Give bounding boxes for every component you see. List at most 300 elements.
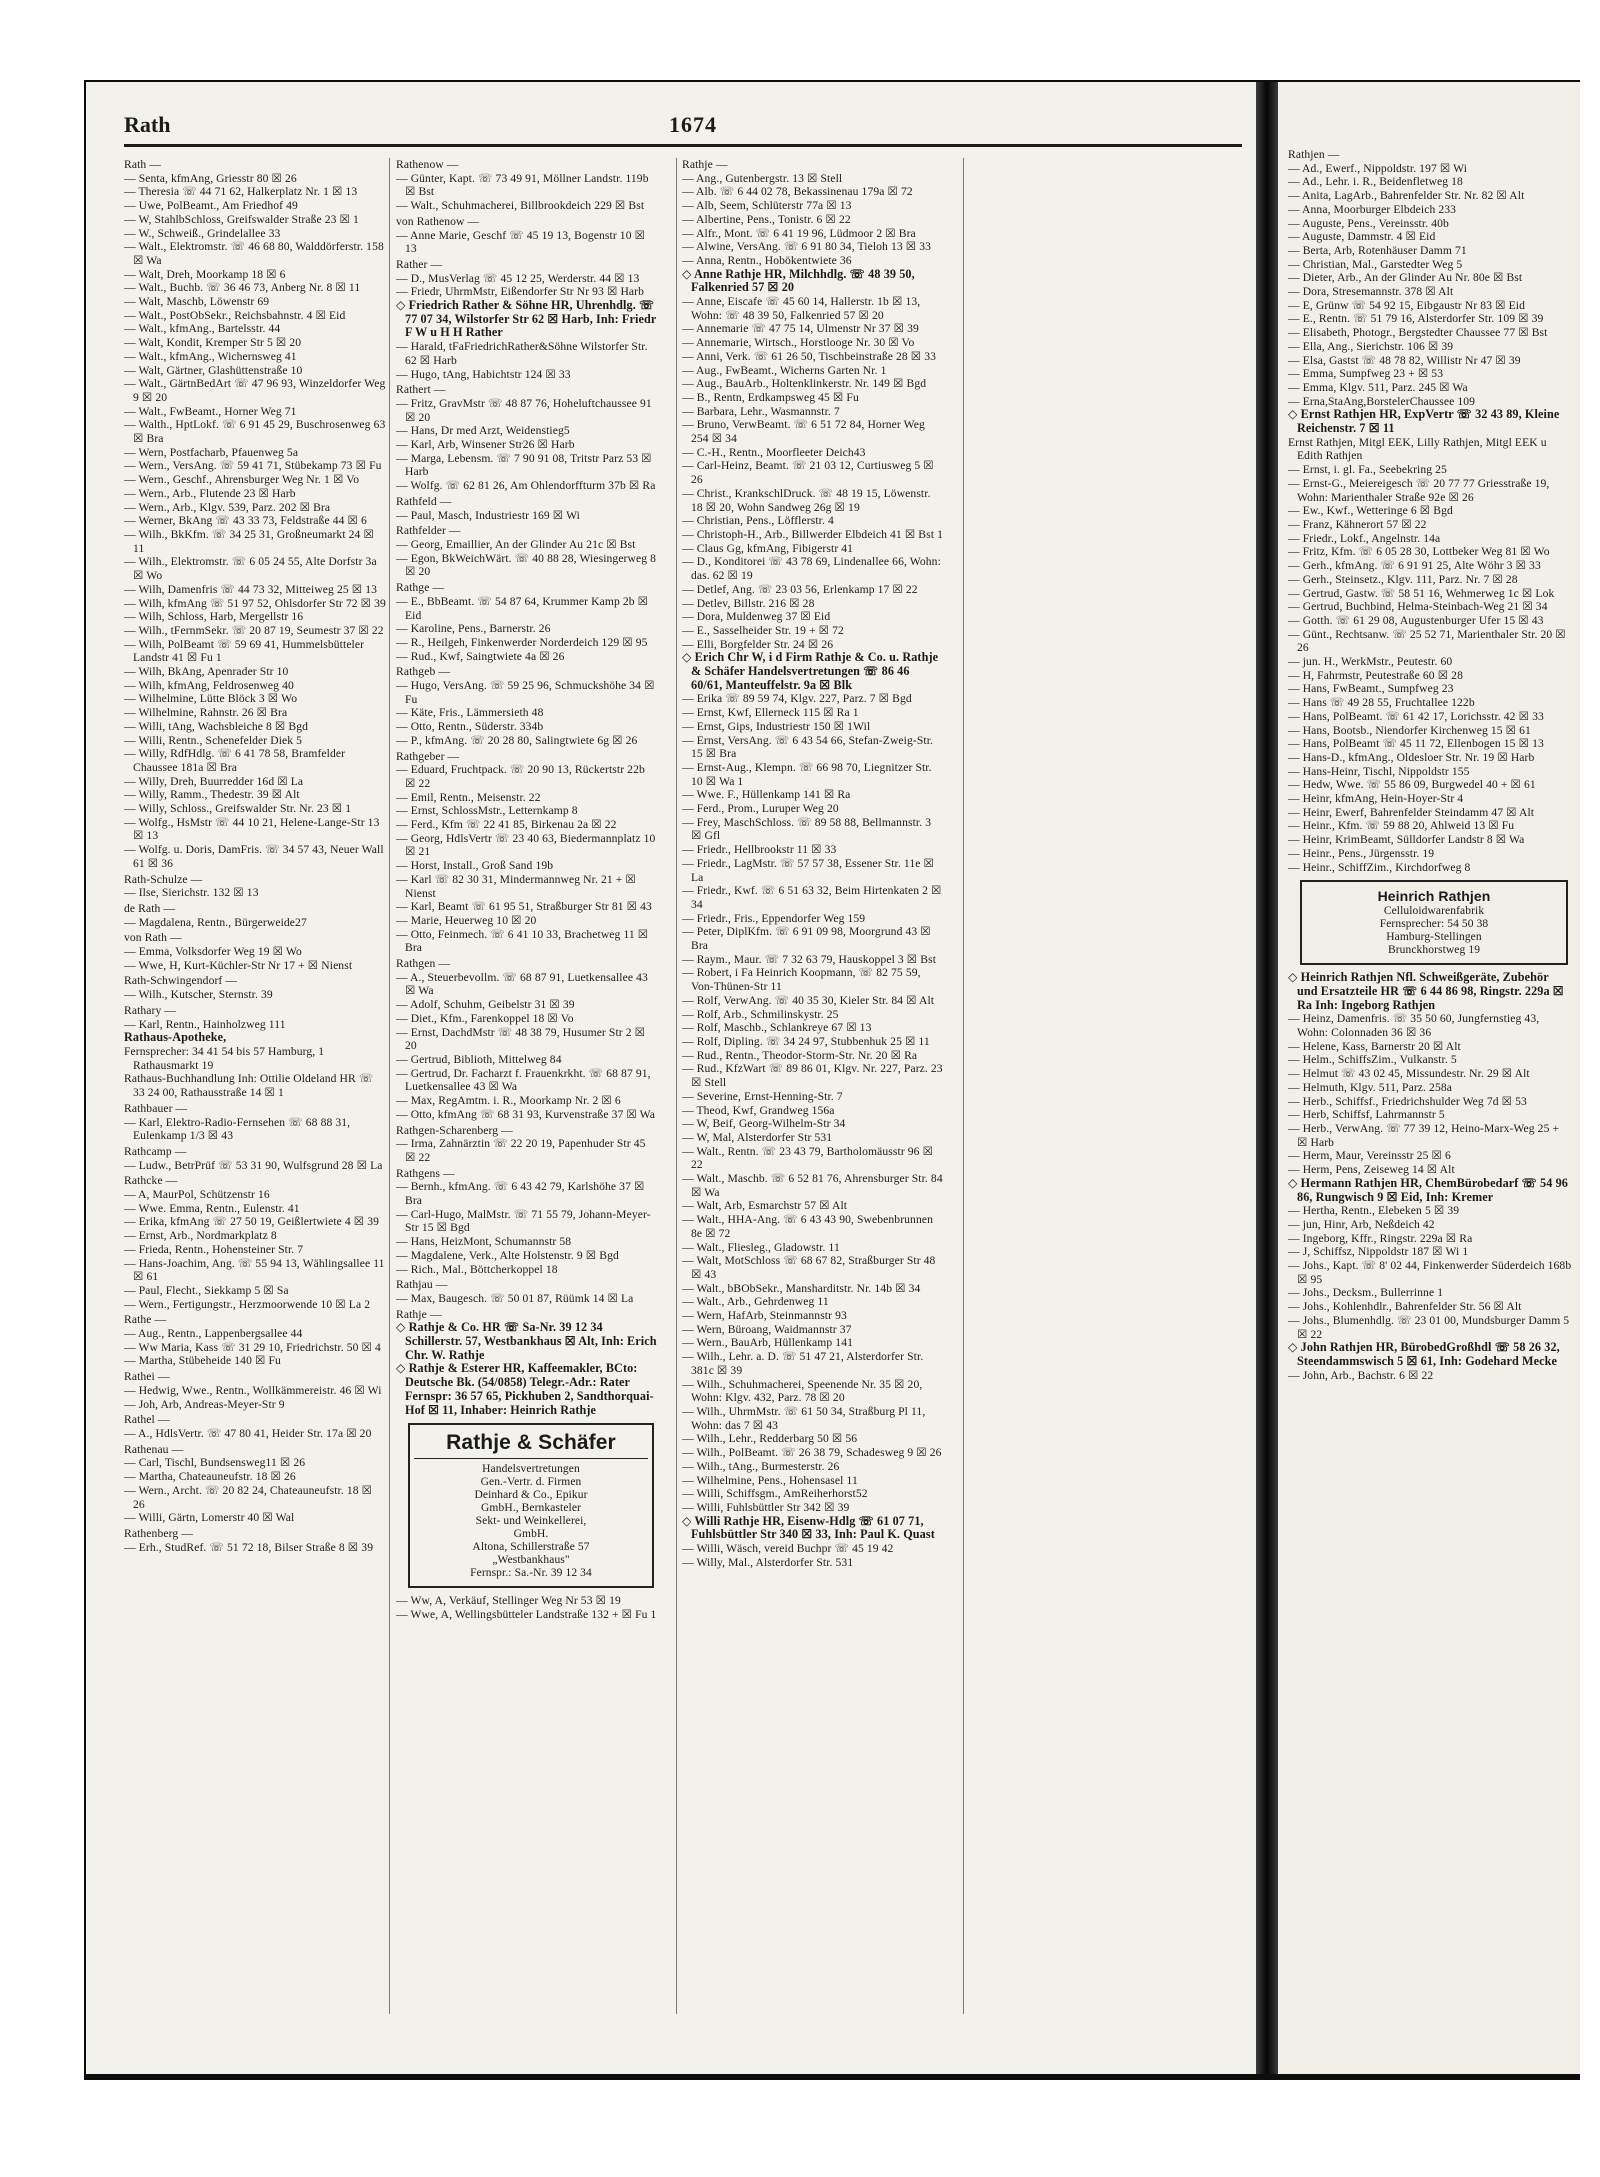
directory-entry: — Karl, Rentn., Hainholzweg 111 [124, 1017, 286, 1031]
directory-entry: — Diet., Kfm., Farenkoppel 18 ☒ Vo [396, 1011, 574, 1025]
directory-entry: Rathjen — [1288, 148, 1340, 161]
directory-entry: — Detlef, Ang. ☏ 23 03 56, Erlenkamp 17 ☒ 22 [682, 582, 918, 596]
directory-entry: — Georg, HdlsVertr ☏ 23 40 63, Biedermannplatz 10 ☒ 21 [396, 831, 656, 859]
directory-entry: — W., Schweiß., Grindelallee 33 [124, 226, 281, 240]
directory-entry: — Willy, Mal., Alsterdorfer Str. 531 [682, 1555, 854, 1569]
directory-entry: — Hedw, Wwe. ☏ 55 86 09, Burgwedel 40 + ☒ 61 [1288, 778, 1536, 792]
directory-entry: — Magdalene, Verk., Alte Holstenstr. 9 ☒ Bgd [396, 1248, 619, 1262]
directory-entry: — Annemarie ☏ 47 75 14, Ulmenstr Nr 37 ☒ 39 [682, 322, 919, 336]
directory-entry: — Johs., Decksm., Bullerrinne 1 [1288, 1286, 1444, 1300]
directory-entry: — Werner, BkAng ☏ 43 33 73, Feldstraße 44 ☒ 6 [124, 514, 367, 528]
directory-entry: — J, Schiffsz, Nippoldstr 187 ☒ Wi 1 [1288, 1245, 1469, 1259]
directory-entry: — Rud., Kwf, Saingtwiete 4a ☒ 26 [396, 649, 565, 663]
running-head [124, 112, 1236, 146]
directory-entry: — Walt., Maschb. ☏ 6 52 81 76, Ahrensburger Str. 84 ☒ Wa [682, 1172, 943, 1199]
directory-entry: — Walt., Rentn. ☏ 23 43 79, Bartholomäusstr 96 ☒ 22 [682, 1144, 934, 1172]
directory-entry: — W, StahlbSchloss, Greifswalder Straße 23 ☒ 1 [124, 212, 359, 226]
ad-lines [1306, 905, 1562, 957]
directory-entry: — Helene, Kass, Barnerstr 20 ☒ Alt [1288, 1039, 1461, 1053]
directory-entry: Rath-Schulze — [124, 872, 203, 886]
directory-entry: Rathgen-Scharenberg — [396, 1123, 513, 1137]
directory-entry: — Irma, Zahnärztin ☏ 22 20 19, Papenhuder Str 45 ☒ 22 [396, 1137, 646, 1164]
directory-entry: — Hans, FwBeamt., Sumpfweg 23 [1288, 682, 1454, 696]
directory-entry: Rathenberg — [124, 1526, 193, 1540]
directory-entry: — Walt, Gärtner, Glashüttenstraße 10 [124, 363, 303, 377]
directory-entry: — H, Fahrmstr, Peutestraße 60 ☒ 28 [1288, 668, 1463, 682]
directory-entry: de Rath — [124, 901, 176, 915]
ad-line: Brunckhorstweg 19 [1387, 944, 1481, 957]
directory-entry: — Willi, tAng, Wachsbleiche 8 ☒ Bgd [124, 719, 309, 733]
directory-entry: — Fritz, Kfm. ☏ 6 05 28 30, Lottbeker Weg 81 ☒ Wo [1288, 545, 1550, 559]
directory-entry: Rathbauer — [124, 1101, 188, 1115]
directory-entry: — Ew., Kwf., Wetteringe 6 ☒ Bgd [1288, 504, 1453, 518]
directory-entry: Rath — [124, 158, 161, 171]
directory-entry: — Wilh, Damenfris ☏ 44 73 32, Mitteiweg 25 ☒ 13 [124, 582, 378, 596]
ad-line: Handelsvertretungen [482, 1463, 580, 1476]
directory-entry: ◇ Erich Chr W, i d Firm Rathje & Co. u. Rathje & Schäfer Handelsvertretungen ☏ 86 46 60/61, Manteuffelstr. 9a ☒ Blk [682, 650, 939, 692]
directory-entry: — Herm, Maur, Vereinsstr 25 ☒ 6 [1288, 1149, 1451, 1163]
directory-entry: — A, MaurPol, Schützenstr 16 [124, 1188, 270, 1202]
directory-entry: Rathcamp — [124, 1144, 187, 1158]
directory-entry: Rathert — [396, 383, 446, 397]
directory-entry: — Senta, kfmAng, Griesstr 80 ☒ 26 [124, 171, 297, 185]
directory-entry: — Walt., Arb., Gehrdenweg 11 [682, 1295, 829, 1309]
directory-entry: — C.-H., Rentn., Moorfleeter Deich43 [682, 445, 866, 459]
directory-entry: — Wilhelmine, Rahnstr. 26 ☒ Bra [124, 706, 288, 720]
directory-entry: — Ferd., Prom., Luruper Weg 20 [682, 802, 839, 816]
directory-entry: — Helmuth, Klgv. 511, Parz. 258a [1288, 1080, 1452, 1094]
directory-entry: Rathary — [124, 1003, 177, 1017]
directory-entry: — Walt., GärtnBedArt ☏ 47 96 93, Winzeldorfer Weg 9 ☒ 20 [124, 377, 386, 404]
directory-entry: — Hugo, VersAng. ☏ 59 25 96, Schmuckshöhe 34 ☒ Fu [396, 679, 655, 706]
directory-entry: — Hedwig, Wwe., Rentn., Wollkämmereistr. 46 ☒ Wi [124, 1383, 382, 1397]
directory-entry: — Berta, Arb, Rotenhäuser Damm 71 [1288, 243, 1467, 257]
column-2-entries [396, 158, 658, 1417]
directory-entry: — Willy, Dreh, Buurredder 16d ☒ La [124, 774, 304, 788]
directory-entry: — Heinr., Kfm. ☏ 59 88 20, Ahlweid 13 ☒ Fu [1288, 819, 1515, 833]
directory-entry: — R., Heilgeh, Finkenwerder Norderdeich 129 ☒ 95 [396, 635, 648, 649]
directory-entry: — Karl, Beamt ☏ 61 95 51, Straßburger Str 81 ☒ 43 [396, 900, 652, 914]
directory-page [86, 82, 1256, 2074]
directory-entry: — Elisabeth, Photogr., Bergstedter Chaussee 77 ☒ Bst [1288, 326, 1548, 340]
directory-entry: — Willi, Schiffsgm., AmReiherhorst52 [682, 1487, 868, 1501]
directory-entry: — Robert, i Fa Heinrich Koopmann, ☏ 82 75 59, Von-Thünen-Str 11 [682, 966, 921, 994]
directory-entry: — Otto, Rentn., Süderstr. 334b [396, 720, 544, 734]
directory-entry: Rathaus-Buchhandlung Inh: Ottilie Oldeland HR ☏ 33 24 00, Rathausstraße 14 ☒ 1 [124, 1072, 374, 1100]
column-2-tail [396, 1594, 658, 1621]
directory-entry: — Gertrud, Buchbind, Helma-Steinbach-Weg 21 ☒ 34 [1288, 600, 1548, 614]
directory-entry: — Hans, PolBeamt ☏ 45 11 72, Ellenbogen 15 ☒ 13 [1288, 737, 1544, 751]
directory-entry: — Emma, Volksdorfer Weg 19 ☒ Wo [124, 945, 302, 959]
directory-entry: — Ludw., BetrPrüf ☏ 53 31 90, Wulfsgrund 28 ☒ La [124, 1158, 383, 1172]
directory-entry: — Willi, Fuhlsbüttler Str 342 ☒ 39 [682, 1500, 850, 1514]
directory-entry: — Otto, Feinmech. ☏ 6 41 10 33, Brachetweg 11 ☒ Bra [396, 927, 649, 955]
directory-entry: — Wilh., PolBeamt. ☏ 26 38 79, Schadesweg 9 ☒ 26 [682, 1446, 942, 1460]
directory-entry: — Walt, Dreh, Moorkamp 18 ☒ 6 [124, 267, 286, 281]
directory-entry: — Heinr., Pens., Jürgensstr. 19 [1288, 846, 1435, 860]
directory-entry: — Herm, Pens, Zeiseweg 14 ☒ Alt [1288, 1163, 1455, 1177]
directory-entry: — Christ., KrankschlDruck. ☏ 48 19 15, Löwenstr. 18 ☒ 20, Wohn Sandweg 26g ☒ 19 [682, 486, 931, 514]
directory-entry: — Christoph-H., Arb., Billwerder Elbdeich 41 ☒ Bst 1 [682, 527, 943, 541]
directory-entry: — Willi, Gärtn, Lomerstr 40 ☒ Wal [124, 1511, 295, 1525]
directory-entry: — Walt, MotSchloss ☏ 68 67 82, Straßburger Str 48 ☒ 43 [682, 1254, 936, 1281]
directory-entry: — E, Grünw ☏ 54 92 15, Eibgaustr Nr 83 ☒ Eid [1288, 298, 1525, 312]
directory-entry: — Erika, kfmAng ☏ 27 50 19, Geißlertwiete 4 ☒ 39 [124, 1215, 380, 1229]
directory-entry: — Walt., kfmAng., Bartelsstr. 44 [124, 322, 281, 336]
directory-entry: — Wern, Büroang, Waidmannstr 37 [682, 1322, 852, 1336]
directory-entry: Rathe — [124, 1313, 167, 1327]
directory-entry: — Wern., Geschf., Ahrensburger Weg Nr. 1 ☒ Vo [124, 473, 360, 487]
directory-entry: — Anne, Eiscafe ☏ 45 60 14, Hallerstr. 1b ☒ 13, Wohn: ☏ 48 39 50, Falkenried 57 ☒ 20 [682, 295, 921, 322]
directory-entry: — Gotth. ☏ 61 29 08, Augustenburger Ufer 15 ☒ 43 [1288, 613, 1544, 627]
directory-entry: — Wern., VersAng. ☏ 59 41 71, Stübekamp 73 ☒ Fu [124, 459, 382, 473]
directory-entry: — Walt., bBObSekr., Mansharditstr. Nr. 14b ☒ 34 [682, 1281, 921, 1295]
directory-entry: — Willy, Ramm., Thedestr. 39 ☒ Alt [124, 788, 300, 802]
directory-entry: — Willi, Wäsch, vereid Buchpr ☏ 45 19 42 [682, 1542, 894, 1556]
directory-entry: — Walt., Buchb. ☏ 36 46 73, Anberg Nr. 8 ☒ 11 [124, 281, 361, 295]
directory-entry: — Barbara, Lehr., Wasmannstr. 7 [682, 404, 840, 418]
directory-entry: — Wern., Fertigungstr., Herzmoorwende 10 ☒ La 2 [124, 1297, 371, 1311]
directory-entry: — Ang., Gutenbergstr. 13 ☒ Stell [682, 171, 843, 185]
directory-entry: — Magdalena, Rentn., Bürgerweide27 [124, 915, 307, 929]
directory-entry: — Wilh., Kutscher, Sternstr. 39 [124, 988, 273, 1002]
directory-entry: — Walt., FwBeamt., Horner Weg 71 [124, 404, 297, 418]
directory-entry: — Heinr, kfmAng, Hein-Hoyer-Str 4 [1288, 792, 1464, 806]
directory-entry: ◇ Willi Rathje HR, Eisenw-Hdlg ☏ 61 07 71, Fuhlsbüttler Str 340 ☒ 33, Inh: Paul K. Quast [682, 1513, 935, 1542]
directory-entry: Fernsprecher: 34 41 54 bis 57 Hamburg, 1 Rathausmarkt 19 [124, 1045, 325, 1072]
directory-entry: — Ilse, Sierichstr. 132 ☒ 13 [124, 886, 259, 900]
directory-entry: — Wern., Archt. ☏ 20 82 24, Chateauneufstr. 18 ☒ 26 [124, 1483, 373, 1511]
directory-entry: — Erika ☏ 89 59 74, Klgv. 227, Parz. 7 ☒ Bgd [682, 692, 912, 706]
directory-entry: — Anni, Verk. ☏ 61 26 50, Tischbeinstraße 28 ☒ 33 [682, 349, 937, 363]
column-1 [124, 156, 386, 2044]
directory-entry: — A., Steuerbevollm. ☏ 68 87 91, Luetkensallee 43 ☒ Wa [396, 970, 648, 998]
directory-entry: — Eduard, Fruchtpack. ☏ 20 90 13, Rückertstr 22b ☒ 22 [396, 763, 645, 790]
directory-entry: — Otto, kfmAng ☏ 68 31 93, Kurvenstraße 37 ☒ Wa [396, 1107, 655, 1121]
directory-entry: — Wolfg. ☏ 62 81 26, Am Ohlendorffturm 37b ☒ Ra [396, 479, 656, 493]
directory-entry: — Karl, Arb, Winsener Str26 ☒ Harb [396, 438, 575, 452]
directory-entry: — Wilh, PolBeamt ☏ 59 69 41, Hummelsbütteler Landstr 41 ☒ Fu 1 [124, 637, 365, 665]
running-head-name: Rath [124, 112, 171, 137]
directory-entry: — W, Mal, Alsterdorfer Str 531 [682, 1130, 833, 1144]
ad-line: Gen.-Vertr. d. Firmen [480, 1476, 582, 1489]
directory-entry: — Martha, Stübeheide 140 ☒ Fu [124, 1354, 281, 1368]
directory-entry: Rathfeld — [396, 494, 452, 508]
directory-entry: — Carl-Heinz, Beamt. ☏ 21 03 12, Curtiusweg 5 ☒ 26 [682, 459, 934, 487]
directory-entry: — Alwine, VersAng. ☏ 6 91 80 34, Tieloh 13 ☒ 33 [682, 240, 932, 254]
directory-entry: — Wern., Arb., Klgv. 539, Parz. 202 ☒ Bra [124, 500, 331, 514]
directory-entry: — Ernst, Arb., Nordmarkplatz 8 [124, 1229, 277, 1243]
ad-line: Hamburg-Stellingen [1386, 931, 1482, 944]
directory-entry: — Rolf, VerwAng. ☏ 40 35 30, Kieler Str. 84 ☒ Alt [682, 993, 935, 1007]
directory-entry: — Walt, Kondit, Kremper Str 5 ☒ 20 [124, 336, 302, 350]
directory-entry: Rathje — [396, 1307, 442, 1321]
directory-entry: — Anita, LagArb., Bahrenfelder Str. Nr. 82 ☒ Alt [1288, 189, 1525, 203]
directory-entry: — Walth., HptLokf. ☏ 6 91 45 29, Buschrosenweg 63 ☒ Bra [124, 418, 386, 446]
directory-entry: — Hans-D., kfmAng., Oldesloer Str. Nr. 19 ☒ Harb [1288, 750, 1535, 764]
ad-line: Deinhard & Co., Epikur [474, 1489, 588, 1502]
directory-entry: — Johs., Blumenhdlg. ☏ 23 01 00, Mundsburger Damm 5 ☒ 22 [1288, 1313, 1570, 1341]
directory-entry: — Willy, RdfHdlg. ☏ 6 41 78 58, Bramfelder Chaussee 181a ☒ Bra [124, 747, 346, 774]
directory-entry: — Karoline, Pens., Barnerstr. 26 [396, 622, 551, 636]
directory-entry: — E., Sasselheider Str. 19 + ☒ 72 [682, 623, 844, 637]
directory-entry: — Auguste, Dammstr. 4 ☒ Eid [1288, 230, 1436, 244]
directory-entry: — Ferd., Kfm ☏ 22 41 85, Birkenau 2a ☒ 22 [396, 818, 617, 832]
directory-entry: — Walt, Maschb, Löwenstr 69 [124, 295, 270, 309]
directory-entry: — Emma, Klgv. 511, Parz. 245 ☒ Wa [1288, 380, 1468, 394]
directory-entry: Rathgeb — [396, 665, 451, 679]
directory-entry: Rathei — [124, 1370, 170, 1384]
directory-entry: — Wilh, kfmAng ☏ 51 97 52, Ohlsdorfer Str 72 ☒ 39 [124, 596, 386, 610]
directory-entry: — Marie, Heuerweg 10 ☒ 20 [396, 913, 537, 927]
directory-entry: ◇ Hermann Rathjen HR, ChemBürobedarf ☏ 54 96 86, Rungwisch 9 ☒ Eid, Inh: Kremer [1288, 1175, 1568, 1204]
directory-entry: — Paul, Masch, Industriestr 169 ☒ Wi [396, 508, 580, 522]
directory-entry: — Christian, Mal., Garstedter Weg 5 [1288, 257, 1463, 271]
directory-entry: — Walt., kfmAng., Wichernsweg 41 [124, 349, 297, 363]
directory-entry: — Ernst, Gips, Industriestr 150 ☒ 1Wil [682, 719, 871, 733]
ad-line: Fernspr.: Sa.-Nr. 39 12 34 [470, 1567, 592, 1580]
directory-entry: — Annemarie, Wirtsch., Horstlooge Nr. 30 ☒ Vo [682, 336, 915, 350]
ad-rathje-schaefer [408, 1423, 654, 1588]
directory-entry: — Elsa, Gastst ☏ 48 78 82, Willistr Nr 47 ☒ 39 [1288, 353, 1521, 367]
directory-entry: — Frieda, Rentn., Hohensteiner Str. 7 [124, 1242, 304, 1256]
directory-entry: Rathcke — [124, 1174, 178, 1188]
directory-entry: — Theresia ☏ 44 71 62, Halkerplatz Nr. 1 ☒ 13 [124, 185, 358, 199]
directory-entry: — Detlev, Billstr. 216 ☒ 28 [682, 596, 815, 610]
directory-entry: — Walt., HHA-Ang. ☏ 6 43 43 90, Swebenbrunnen 8e ☒ 72 [682, 1213, 933, 1240]
directory-entry: — Friedr, UhrmMstr, Eißendorfer Str Nr 93 ☒ Harb [396, 285, 645, 299]
directory-entry: — Uwe, PolBeamt., Am Friedhof 49 [124, 199, 298, 213]
directory-entry: — Max, RegAmtm. i. R., Moorkamp Nr. 2 ☒ 6 [396, 1094, 621, 1108]
directory-entry: — Ww, A, Verkäuf, Stellinger Weg Nr 53 ☒ 19 [396, 1594, 621, 1608]
directory-entry: — Friedr., Fris., Eppendorfer Weg 159 [682, 911, 866, 925]
directory-entry: — Peter, DiplKfm. ☏ 6 91 09 98, Moorgrund 43 ☒ Bra [682, 925, 931, 953]
directory-entry: ◇ Anne Rathje HR, Milchhdlg. ☏ 48 39 50, Falkenried 57 ☒ 20 [682, 266, 915, 295]
directory-entry: — Wilh, Schloss, Harb, Mergellstr 16 [124, 610, 304, 624]
directory-entry: — Elli, Borgfelder Str. 24 ☒ 26 [682, 637, 834, 651]
directory-entry: — Alb. ☏ 6 44 02 78, Bekassinenau 179a ☒ 72 [682, 185, 913, 199]
directory-entry: — Anna, Rentn., Hobökentwiete 36 [682, 253, 852, 267]
ad-heinrich-rathjen [1300, 880, 1568, 965]
directory-entry: — Ernst, VersAng. ☏ 6 43 54 66, Stefan-Zweig-Str. 15 ☒ Bra [682, 733, 934, 761]
ad-title: Rathje & Schäfer [414, 1431, 648, 1459]
directory-entry: — P., kfmAng. ☏ 20 28 80, Salingtwiete 6g ☒ 26 [396, 733, 638, 747]
directory-entry: ◇ Friedrich Rather & Söhne HR, Uhrenhdlg. ☏ 77 07 34, Wilstorfer Str 62 ☒ Harb, Inh: Friedr F W u H H Rather [396, 298, 657, 340]
directory-entry: — E., Rentn. ☏ 51 79 16, Alsterdorfer Str. 109 ☒ 39 [1288, 312, 1544, 326]
directory-entry: — Dieter, Arb., An der Glinder Au Nr. 80e ☒ Bst [1288, 271, 1523, 285]
directory-entry: — Wwe, H, Kurt-Küchler-Str Nr 17 + ☒ Nienst [124, 958, 353, 972]
directory-entry: — Helm., SchiffsZim., Vulkanstr. 5 [1288, 1053, 1457, 1067]
directory-entry: — Friedr., Hellbrookstr 11 ☒ 33 [682, 843, 837, 857]
book-gutter [1256, 82, 1278, 2074]
directory-entry: — Ad., Lehr. i. R., Beidenfletweg 18 [1288, 175, 1463, 189]
directory-entry: ◇ John Rathjen HR, BürobedGroßhdl ☏ 58 26 32, Steendammswisch 5 ☒ 61, Inh: Godehard Mecke [1288, 1340, 1560, 1368]
directory-entry: Rathfelder — [396, 524, 461, 538]
directory-entry: — Helmut ☏ 43 02 45, Missundestr. Nr. 29 ☒ Alt [1288, 1067, 1530, 1081]
directory-entry: — Joh, Arb, Andreas-Meyer-Str 9 [124, 1397, 285, 1411]
directory-entry: — Ernst-G., Meiereigesch ☏ 20 77 77 Griesstraße 19, Wohn: Marienthaler Straße 92e ☒ 26 [1288, 476, 1550, 504]
page-number: 1674 [669, 112, 717, 137]
directory-entry: — Wilh., BkKfm. ☏ 34 25 31, Großneumarkt 24 ☒ 11 [124, 527, 374, 555]
directory-entry: — Ww Maria, Kass ☏ 31 29 10, Friedrichstr. 50 ☒ 4 [124, 1340, 381, 1354]
ad-line: Fernsprecher: 54 50 38 [1379, 918, 1489, 931]
directory-entry: — Ella, Ang., Sierichstr. 106 ☒ 39 [1288, 339, 1454, 353]
directory-entry: — Rud., Rentn., Theodor-Storm-Str. Nr. 20 ☒ Ra [682, 1048, 918, 1062]
directory-entry: — Egon, BkWeichWärt. ☏ 40 88 28, Wiesingerweg 8 ☒ 20 [396, 551, 657, 579]
directory-entry: — Wolfg., HsMstr ☏ 44 10 21, Helene-Lange-Str 13 ☒ 13 [124, 815, 380, 843]
directory-entry: — Anne Marie, Geschf ☏ 45 19 13, Bogenstr 10 ☒ 13 [396, 228, 646, 256]
directory-entry: — Herb., Schiffsf., Friedrichshulder Weg 7d ☒ 53 [1288, 1094, 1527, 1108]
directory-entry: — Friedr., LagMstr. ☏ 57 57 38, Essener Str. 11e ☒ La [682, 856, 934, 884]
directory-entry: — Frey, MaschSchloss. ☏ 89 58 88, Bellmannstr. 3 ☒ Gfl [682, 815, 932, 843]
directory-entry: — Claus Gg, kfmAng, Fibigerstr 41 [682, 541, 854, 555]
directory-entry: Rathel — [124, 1413, 170, 1427]
directory-entry: — Max, Baugesch. ☏ 50 01 87, Rüümk 14 ☒ La [396, 1291, 634, 1305]
directory-entry: — Hans ☏ 49 28 55, Fruchtallee 122b [1288, 696, 1475, 710]
directory-entry: Rathgeber — [396, 749, 460, 763]
directory-entry: — Dora, Muldenweg 37 ☒ Eid [682, 610, 831, 624]
directory-entry: — Ernst, SchlossMstr., Letternkamp 8 [396, 804, 578, 818]
directory-entry: — Albertine, Pens., Tonistr. 6 ☒ 22 [682, 212, 851, 226]
directory-entry: — Gertrud, Dr. Facharzt f. Frauenkrkht. ☏ 68 87 91, Luetkensallee 43 ☒ Wa [396, 1066, 651, 1094]
directory-entry: — Wilh., Elektromstr. ☏ 6 05 24 55, Alte Dorfstr 3a ☒ Wo [124, 555, 377, 583]
directory-entry: — Karl ☏ 82 30 31, Mindermannweg Nr. 21 + ☒ Nienst [396, 872, 636, 900]
directory-entry: — Gerh., Steinsetz., Klgv. 111, Parz. Nr. 7 ☒ 28 [1288, 572, 1518, 586]
directory-entry: — Friedr., Lokf., Angelnstr. 14a [1288, 531, 1441, 545]
directory-entry: — Wern., Arb., Flutende 23 ☒ Harb [124, 486, 296, 500]
directory-entry: — Marga, Lebensm. ☏ 7 90 91 08, Tritstr Parz 53 ☒ Harb [396, 451, 652, 479]
directory-entry: Rather — [396, 257, 443, 271]
directory-entry: — Hans, PolBeamt. ☏ 61 42 17, Lorichsstr. 42 ☒ 33 [1288, 709, 1544, 723]
directory-entry: Rathenau — [124, 1442, 184, 1456]
directory-entry: — Aug., FwBeamt., Wicherns Garten Nr. 1 [682, 363, 887, 377]
directory-entry: — Hans-Heinr, Tischl, Nippoldstr 155 [1288, 764, 1470, 778]
directory-entry: — Walt., Elektromstr. ☏ 46 68 80, Walddörferstr. 158 ☒ Wa [124, 240, 384, 267]
directory-entry: — Heinr., SchiffZim., Kirchdorfweg 8 [1288, 860, 1471, 874]
ad-line: GmbH., Bernkasteler [481, 1502, 581, 1515]
directory-entry: — Hans-Joachim, Ang. ☏ 55 94 13, Wählingsallee 11 ☒ 61 [124, 1256, 385, 1284]
directory-entry: — Wern., BauArb, Hüllenkamp 141 [682, 1336, 853, 1350]
directory-entry: — Heinr, KrimBeamt, Sülldorfer Landstr 8 ☒ Wa [1288, 833, 1525, 847]
directory-entry: — Heinz, Damenfris. ☏ 35 50 60, Jungfernstieg 43, Wohn: Colonnaden 36 ☒ 36 [1288, 1012, 1540, 1040]
directory-entry: Rathaus-Apotheke, [124, 1030, 227, 1045]
directory-entry: — Rich., Mal., Böttcherkoppel 18 [396, 1262, 558, 1276]
directory-entry: Rathgen — [396, 957, 451, 971]
directory-entry: — Carl, Tischl, Bundsensweg11 ☒ 26 [124, 1456, 306, 1470]
directory-entry: — Wilhelmine, Pens., Hohensasel 11 [682, 1473, 858, 1487]
directory-entry: — Käte, Fris., Lämmersieth 48 [396, 706, 544, 720]
directory-entry: — jun. H., WerkMstr., Peutestr. 60 [1288, 655, 1453, 669]
directory-entry: — Johs., Kohlenhdlr., Bahrenfelder Str. 56 ☒ Alt [1288, 1300, 1522, 1314]
ad-line: Altona, Schillerstraße 57 [472, 1541, 590, 1554]
directory-entry: — Wilh., Schuhmacherei, Speenende Nr. 35 ☒ 20, Wohn: Klgv. 432, Parz. 78 ☒ 20 [682, 1377, 923, 1405]
directory-entry: — Hugo, tAng, Habichtstr 124 ☒ 33 [396, 367, 571, 381]
directory-entry: — Severine, Ernst-Henning-Str. 7 [682, 1089, 843, 1103]
directory-entry: — Herb., VerwAng. ☏ 77 39 12, Heino-Marx-Weg 25 + ☒ Harb [1288, 1122, 1560, 1149]
directory-entry: — Rolf, Maschb., Schlankreye 67 ☒ 13 [682, 1021, 872, 1035]
directory-entry: — Gertrud, Gastw. ☏ 58 51 16, Wehmerweg 1c ☒ Lok [1288, 586, 1555, 600]
ad-line: „Westbankhaus" [492, 1554, 570, 1567]
directory-entry: — Wwe. Emma, Rentn., Eulenstr. 41 [124, 1201, 300, 1215]
directory-entry: — Aug., BauArb., Holtenklinkerstr. Nr. 149 ☒ Bgd [682, 377, 927, 391]
directory-entry: — Gertrud, Biblioth, Mittelweg 84 [396, 1053, 562, 1066]
ad-line: GmbH. [513, 1528, 549, 1541]
directory-entry: — Wilh, kfmAng, Feldrosenweg 40 [124, 678, 294, 692]
ad-line: Sekt- und Weinkellerei, [475, 1515, 587, 1528]
directory-entry: — Wolfg. u. Doris, DamFris. ☏ 34 57 43, Neuer Wall 61 ☒ 36 [124, 843, 384, 870]
directory-entry: — D., Konditorei ☏ 43 78 69, Lindenallee 66, Wohn: das. 62 ☒ 19 [682, 555, 941, 583]
directory-entry: — Günt., Rechtsanw. ☏ 25 52 71, Marienthaler Str. 20 ☒ 26 [1288, 627, 1566, 655]
directory-entry: — Hans, HeizMont, Schumannstr 58 [396, 1235, 572, 1249]
directory-entry: — Horst, Install., Groß Sand 19b [396, 859, 554, 873]
directory-entry: Rathenow — [396, 158, 459, 171]
directory-entry: — Wern, HafArb, Steinmannstr 93 [682, 1309, 847, 1323]
ad-lines [414, 1463, 648, 1580]
header-rule [124, 144, 1242, 147]
directory-entry: — John, Arb., Bachstr. 6 ☒ 22 [1288, 1368, 1434, 1382]
directory-entry: — D., MusVerlag ☏ 45 12 25, Werderstr. 44 ☒ 13 [396, 271, 640, 285]
directory-entry: ◇ Ernst Rathjen HR, ExpVertr ☏ 32 43 89, Kleine Reichenstr. 7 ☒ 11 [1288, 407, 1560, 436]
directory-entry: — Ernst, i. gl. Fa., Seebekring 25 [1288, 463, 1447, 477]
directory-entry: — Fritz, GravMstr ☏ 48 87 76, Hoheluftchaussee 91 ☒ 20 [396, 396, 652, 424]
directory-entry: — A., HdlsVertr. ☏ 47 80 41, Heider Str. 17a ☒ 20 [124, 1426, 372, 1440]
directory-entry: — Ernst, DachdMstr ☏ 48 38 79, Husumer Str 2 ☒ 20 [396, 1025, 646, 1053]
directory-entry: — Willi, Rentn., Schenefelder Diek 5 [124, 733, 303, 747]
directory-entry: — Martha, Chateauneufstr. 18 ☒ 26 [124, 1470, 296, 1484]
directory-entry: — Franz, Kähnerort 57 ☒ 22 [1288, 517, 1427, 531]
directory-entry: — Rolf, Dipling. ☏ 34 24 97, Stubbenhuk 25 ☒ 11 [682, 1035, 930, 1048]
column-4-entries [1288, 148, 1572, 874]
directory-entry: — Wilhelmine, Lütte Blöck 3 ☒ Wo [124, 692, 298, 706]
directory-entry: — Wilh., tFernmSekr. ☏ 20 87 19, Seumestr 37 ☒ 22 [124, 623, 384, 637]
directory-entry: — Rolf, Arb., Schmilinskystr. 25 [682, 1007, 839, 1021]
directory-entry: — Willy, Schloss., Greifswalder Str. Nr. 23 ☒ 1 [124, 802, 352, 816]
directory-entry: — Bruno, VerwBeamt. ☏ 6 51 72 84, Horner Weg 254 ☒ 34 [682, 418, 925, 446]
directory-entry: — Ernst, Kwf, Ellerneck 115 ☒ Ra 1 [682, 706, 859, 720]
directory-entry: — Wilh., tAng., Burmesterstr. 26 [682, 1459, 840, 1473]
directory-entry: — Carl-Hugo, MalMstr. ☏ 71 55 79, Johann-Meyer-Str 15 ☒ Bgd [396, 1207, 651, 1235]
directory-entry: — Hertha, Rentn., Elebeken 5 ☒ 39 [1288, 1204, 1460, 1218]
directory-entry: — Heinr, Ewerf, Bahrenfelder Steindamm 47 ☒ Alt [1288, 805, 1535, 819]
directory-entry: — Paul, Flecht., Siekkamp 5 ☒ Sa [124, 1283, 289, 1297]
directory-entry: — Walt., Schuhmacherei, Billbrookdeich 229 ☒ Bst [396, 199, 645, 213]
directory-entry: — jun, Hinr, Arb, Neßdeich 42 [1288, 1217, 1435, 1231]
directory-entry: — Karl, Elektro-Radio-Fernsehen ☏ 68 88 31, Eulenkamp 1/3 ☒ 43 [124, 1115, 351, 1143]
directory-entry: — Wilh, BkAng, Apenrader Str 10 [124, 665, 289, 679]
directory-entry: — Ad., Ewerf., Nippoldstr. 197 ☒ Wi [1288, 161, 1468, 175]
directory-entry: — Wilh., UhrmMstr. ☏ 61 50 34, Straßburg Pl 11, Wohn: das 7 ☒ 43 [682, 1404, 926, 1432]
directory-entry: — Emil, Rentn., Meisenstr. 22 [396, 790, 541, 804]
directory-entry: — Georg, Emaillier, An der Glinder Au 21c ☒ Bst [396, 537, 636, 551]
directory-entry: — Wwe. F., Hüllenkamp 141 ☒ Ra [682, 788, 851, 802]
directory-entry: — E., BbBeamt. ☏ 54 87 64, Krummer Kamp 2b ☒ Eid [396, 594, 649, 622]
directory-entry: — Adolf, Schuhm, Geibelstr 31 ☒ 39 [396, 998, 575, 1012]
column-4 [1288, 146, 1572, 2044]
directory-entry: Rathge — [396, 581, 445, 595]
directory-entry: Ernst Rathjen, Mitgl EEK, Lilly Rathjen, Mitgl EEK u Edith Rathjen [1288, 435, 1547, 463]
directory-entry: Rathjau — [396, 1278, 448, 1292]
directory-entry: Rath-Schwingendorf — [124, 974, 238, 988]
directory-entry: — Ingeborg, Kffr., Ringstr. 229a ☒ Ra [1288, 1231, 1473, 1245]
column-2 [396, 156, 658, 2044]
directory-entry: — Erh., StudRef. ☏ 51 72 18, Bilser Straße 8 ☒ 39 [124, 1540, 374, 1554]
directory-entry: — Bernh., kfmAng. ☏ 6 43 42 79, Karlshöhe 37 ☒ Bra [396, 1180, 645, 1208]
directory-entry: — Erna,StaAng,BorstelerChaussee 109 [1288, 394, 1476, 408]
directory-entry: — Aug., Rentn., Lappenbergsallee 44 [124, 1327, 303, 1341]
directory-entry: — Johs., Kapt. ☏ 8' 02 44, Finkenwerder Süderdeich 168b ☒ 95 [1288, 1259, 1572, 1286]
directory-entry: — Alfr., Mont. ☏ 6 41 19 96, Lüdmoor 2 ☒ Bra [682, 226, 916, 240]
directory-entry: — Walt, Arb, Esmarchstr 57 ☒ Alt [682, 1199, 848, 1213]
